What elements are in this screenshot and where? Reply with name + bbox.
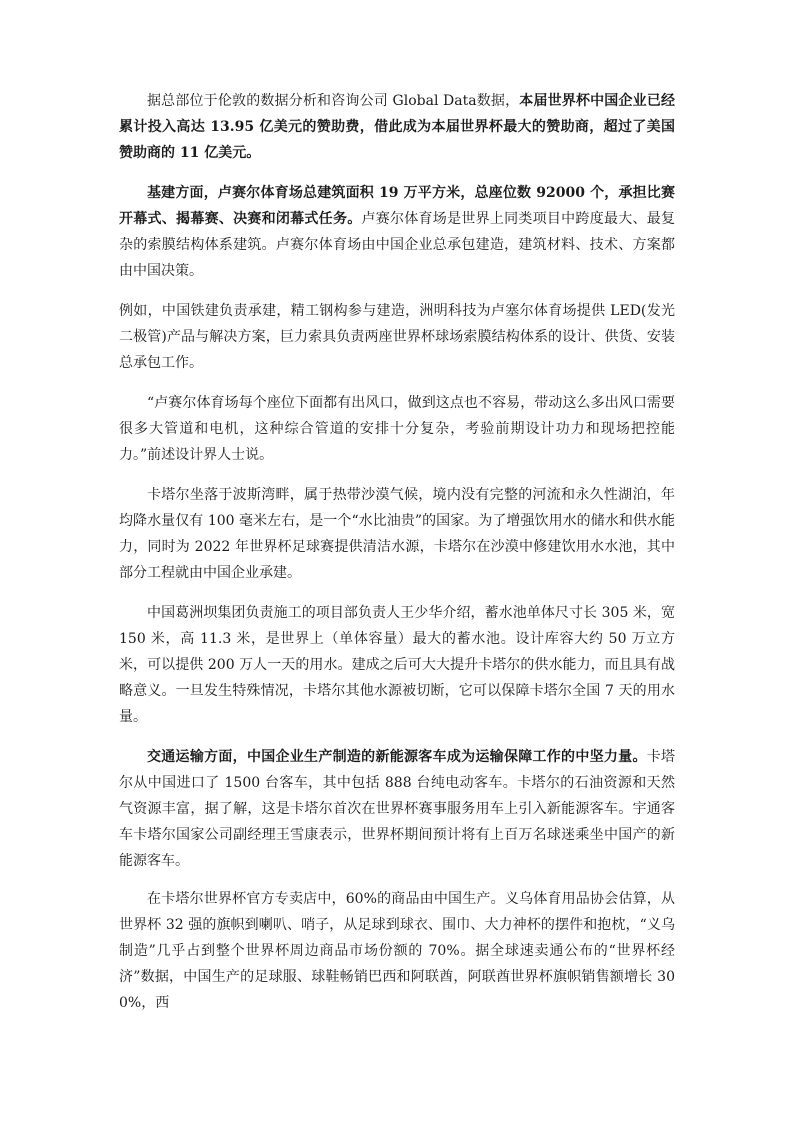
bold-text-segment: 本届世界杯中国企业已经累计投入高达 13.95 亿美元的赞助费，借此成为本届世界杯最大的赞助商，超过了美国赞助商的 11 亿美元。 xyxy=(119,93,675,161)
bold-text-segment: 基建方面，卢赛尔体育场总建筑面积 19 万平方米，总座位数 92000 个，承担比赛开幕式、揭幕赛、决赛和闭幕式任务。 xyxy=(119,185,675,227)
text-segment: 卡塔尔坐落于波斯湾畔，属于热带沙漠气候，境内没有完整的河流和永久性湖泊，年均降水量仅有 100 毫米左右，是一个“水比油贵”的国家。为了增强饮用水的储水和供水能力，同时为 2022 年世界杯足球赛提供清洁水源，卡塔尔在沙漠中修建饮用水水池，其中部分工程就由中国企业承建。 xyxy=(119,487,675,581)
paragraph-merchandise xyxy=(119,886,675,1016)
text-segment: 卡塔尔从中国进口了 1500 台客车，其中包括 888 台纯电动客车。卡塔尔的石油资源和天然气资源丰富，据了解，这是卡塔尔首次在世界杯赛事服务用车上引入新能源客车。宇通客车卡塔尔国家公司副经理王雪康表示，世界杯期间预计将有上百万名球迷乘坐中国产的新能源客车。 xyxy=(119,749,676,869)
text-segment: “卢赛尔体育场每个座位下面都有出风口，做到这点也不容易，带动这么多出风口需要很多大管道和电机，这种综合管道的安排十分复杂，考验前期设计功力和现场把控能力。”前述设计界人士说。 xyxy=(119,395,675,463)
paragraph-water-supply xyxy=(119,482,675,586)
paragraph-reservoir xyxy=(119,600,675,730)
paragraph-sponsorship xyxy=(119,88,675,166)
text-segment: 卢赛尔体育场是世界上同类项目中跨度最大、最复杂的索膜结构体系建筑。卢赛尔体育场由中国企业总承包建造，建筑材料、技术、方案都由中国决策。 xyxy=(119,211,676,279)
paragraph-transport xyxy=(119,744,675,874)
paragraph-quote xyxy=(119,390,675,468)
text-segment: 例如，中国铁建负责承建，精工钢构参与建造，洲明科技为卢塞尔体育场提供 LED(发光二极管)产品与解决方案，巨力索具负责两座世界杯球场索膜结构体系的设计、供货、安装总承包工作。 xyxy=(119,303,675,371)
bold-text-segment: 交通运输方面，中国企业生产制造的新能源客车成为运输保障工作的中坚力量。 xyxy=(147,749,647,765)
text-segment: 中国葛洲坝集团负责施工的项目部负责人王少华介绍，蓄水池单体尺寸长 305 米，宽 150 米，高 11.3 米，是世界上（单体容量）最大的蓄水池。设计库容大约 50 万立方米，可以提供 200 万人一天的用水。建成之后可大大提升卡塔尔的供水能力，而且具有战略意义。一旦发生特殊情况，卡塔尔其他水源被切断，它可以保障卡塔尔全国 7 天的用水量。 xyxy=(119,605,675,725)
text-segment: 据总部位于伦敦的数据分析和咨询公司 Global Data数据， xyxy=(147,93,520,109)
document-page xyxy=(119,88,675,1016)
paragraph-example-companies xyxy=(119,298,675,376)
paragraph-infrastructure xyxy=(119,180,675,284)
text-segment: 在卡塔尔世界杯官方专卖店中，60%的商品由中国生产。义乌体育用品协会估算，从世界杯 32 强的旗帜到喇叭、哨子，从足球到球衣、围巾、大力神杯的摆件和抱枕，“义乌制造”几乎占到整个世界杯周边商品市场份额的 70%。据全球速卖通公布的“世界杯经济”数据，中国生产的足球服、球鞋畅销巴西和阿联酋，阿联酋世界杯旗帜销售额增长 300%，西 xyxy=(119,891,675,1011)
